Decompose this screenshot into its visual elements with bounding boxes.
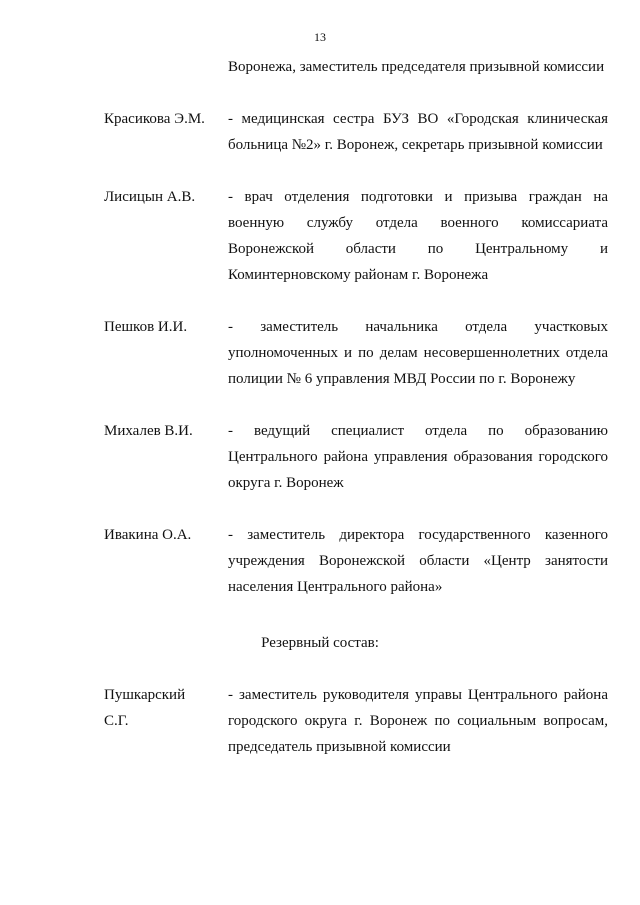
reserve-heading: Резервный состав: bbox=[261, 635, 379, 651]
member-description-line: - заместитель начальника отдела участковых bbox=[228, 319, 608, 335]
reserve-member-description-line: - заместитель руководителя управы Центрального района bbox=[228, 687, 608, 703]
member-description-line: Центрального района управления образования городского bbox=[228, 449, 608, 465]
continuation-line: Воронежа, заместитель председателя призывной комиссии bbox=[228, 59, 605, 75]
page-number: 13 bbox=[314, 30, 326, 44]
member-description-line: уполномоченных и по делам несовершеннолетних отдела bbox=[228, 345, 608, 361]
member-description-line: военную службу отдела военного комиссариата bbox=[228, 215, 608, 231]
member-name: Красикова Э.М. bbox=[104, 111, 205, 127]
member-name: Пешков И.И. bbox=[104, 319, 188, 335]
member-description-line: больница №2» г. Воронеж, секретарь призывной комиссии bbox=[228, 137, 603, 153]
member-description-line: Воронежской области по Центральному и bbox=[228, 241, 608, 257]
member-description-line: - ведущий специалист отдела по образованию bbox=[228, 423, 608, 439]
member-description-line: населения Центрального района» bbox=[228, 579, 443, 595]
member-description-line: округа г. Воронеж bbox=[228, 475, 344, 491]
reserve-member-description-line: городского округа г. Воронеж по социальным вопросам, bbox=[228, 713, 608, 729]
reserve-member-description-line: председатель призывной комиссии bbox=[228, 739, 451, 755]
reserve-member-name: С.Г. bbox=[104, 713, 129, 729]
member-description-line: - медицинская сестра БУЗ ВО «Городская клиническая bbox=[228, 111, 608, 127]
member-description-line: полиции № 6 управления МВД России по г. Воронежу bbox=[228, 371, 576, 387]
member-name: Михалев В.И. bbox=[104, 423, 193, 439]
member-description-line: - врач отделения подготовки и призыва граждан на bbox=[228, 189, 608, 205]
member-description-line: учреждения Воронежской области «Центр занятости bbox=[228, 553, 608, 569]
reserve-member-name: Пушкарский bbox=[104, 687, 186, 703]
member-name: Лисицын А.В. bbox=[104, 189, 196, 205]
member-name: Ивакина О.А. bbox=[104, 527, 192, 543]
member-description-line: Коминтерновскому районам г. Воронежа bbox=[228, 267, 489, 283]
member-description-line: - заместитель директора государственного казенного bbox=[228, 527, 608, 543]
